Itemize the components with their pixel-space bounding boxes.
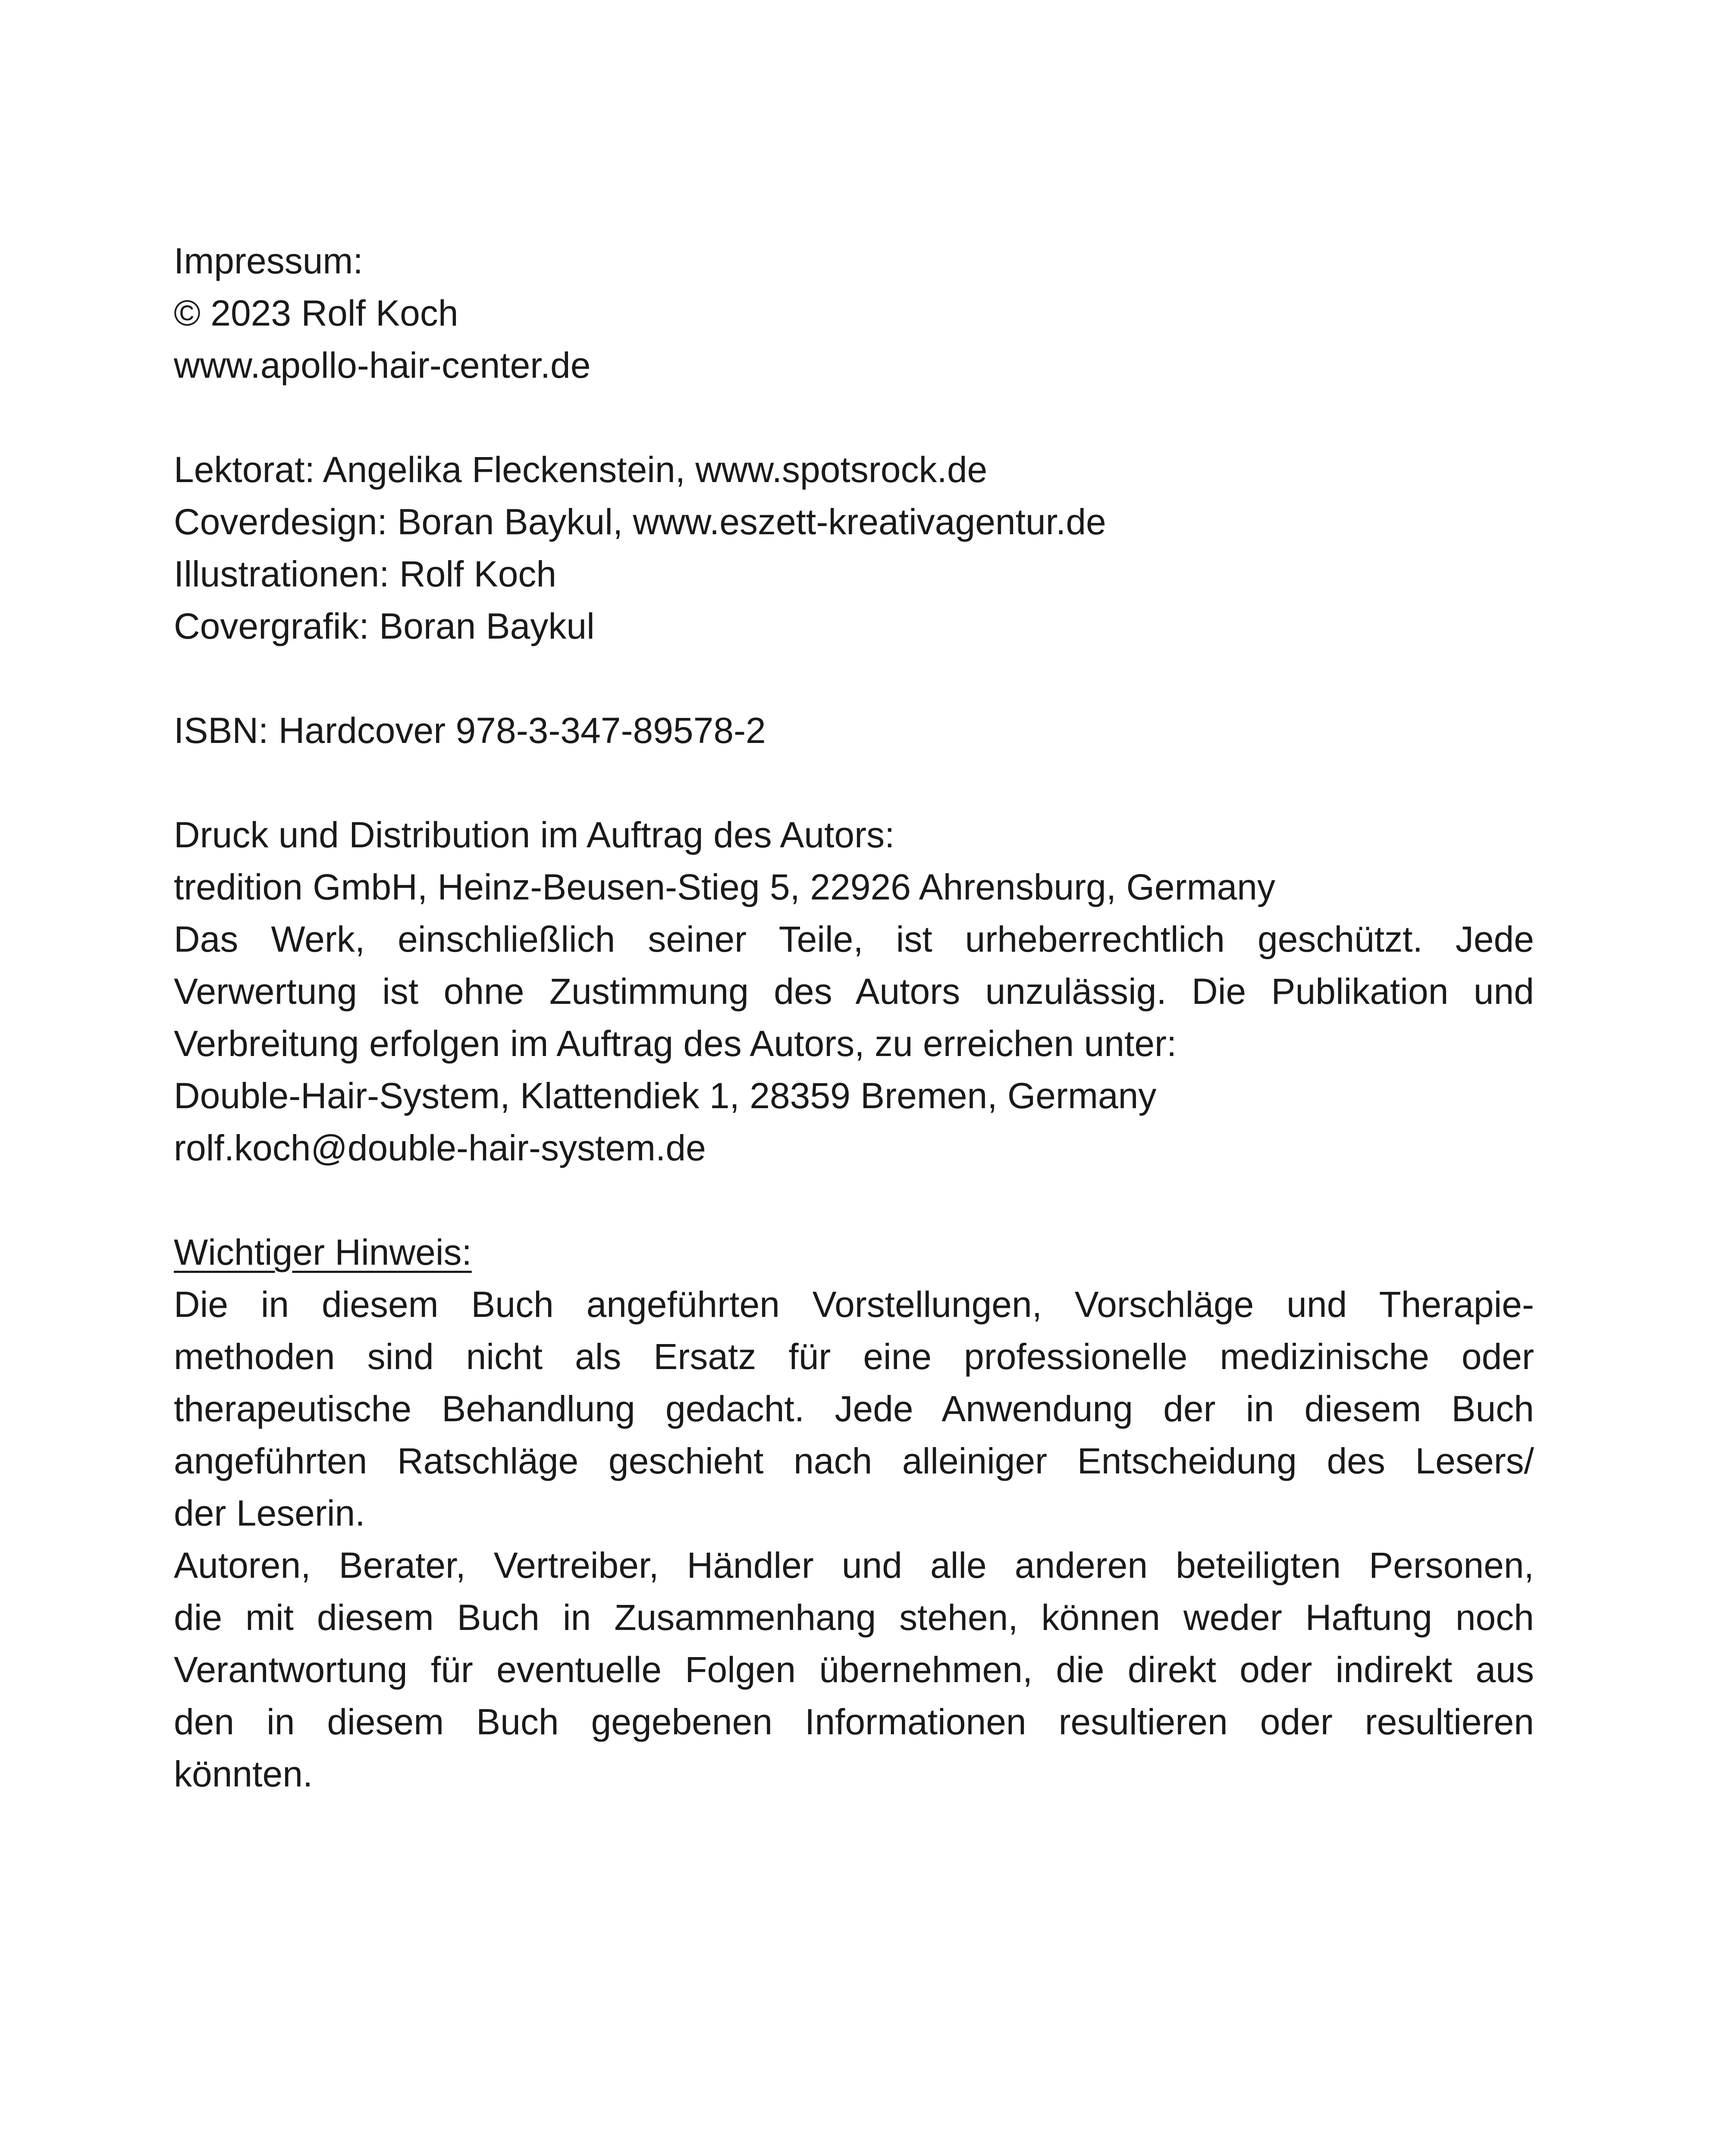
- credits-block: [174, 444, 1534, 652]
- author-email[interactable]: rolf.koch@double-hair-system.de: [174, 1128, 706, 1168]
- illustrationen-line: Illustrationen: Rolf Koch: [174, 554, 557, 594]
- notice-line: die mit diesem Buch in Zusammenhang stehen, können weder Haftung noch: [174, 1597, 1534, 1638]
- distribution-block: [174, 809, 1534, 1174]
- spacer: [174, 1174, 1534, 1226]
- notice-line: angeführten Ratschläge geschieht nach alleiniger Entscheidung des Lesers/: [174, 1441, 1534, 1481]
- notice-line: Autoren, Berater, Vertreiber, Händler und alle anderen beteiligten Personen,: [174, 1545, 1534, 1586]
- copyright-line: © 2023 Rolf Koch: [174, 293, 458, 333]
- spacer: [174, 757, 1534, 809]
- notice-line: den in diesem Buch gegebenen Informationen resultieren oder resultieren: [174, 1702, 1534, 1742]
- author-address: Double-Hair-System, Klattendiek 1, 28359 Bremen, Germany: [174, 1075, 1157, 1116]
- notice-line: Die in diesem Buch angeführten Vorstellungen, Vorschläge und Therapie-: [174, 1284, 1534, 1325]
- notice-line: könnten.: [174, 1754, 313, 1794]
- notice-heading: Wichtiger Hinweis:: [174, 1232, 472, 1272]
- covergrafik-line: Covergrafik: Boran Baykul: [174, 606, 595, 646]
- isbn-line: ISBN: Hardcover 978-3-347-89578-2: [174, 710, 766, 751]
- imprint-heading: Impressum:: [174, 241, 363, 281]
- imprint-page: [174, 235, 1534, 1800]
- notice-line: therapeutische Behandlung gedacht. Jede Anwendung der in diesem Buch: [174, 1388, 1534, 1429]
- notice-line: methoden sind nicht als Ersatz für eine professionelle medizinische oder: [174, 1336, 1534, 1377]
- copyright-text-line: Verbreitung erfolgen im Auftrag des Autors, zu erreichen unter:: [174, 1023, 1177, 1064]
- publisher-address: tredition GmbH, Heinz-Beusen-Stieg 5, 22926 Ahrensburg, Germany: [174, 867, 1276, 907]
- coverdesign-line: Coverdesign: Boran Baykul, www.eszett-kreativagentur.de: [174, 501, 1106, 542]
- notice-line: Verantwortung für eventuelle Folgen übernehmen, die direkt oder indirekt aus: [174, 1649, 1534, 1690]
- notice-block: [174, 1226, 1534, 1800]
- spacer: [174, 392, 1534, 444]
- copyright-text-line: Verwertung ist ohne Zustimmung des Autors unzulässig. Die Publikation und: [174, 971, 1534, 1012]
- imprint-block: [174, 235, 1534, 392]
- website-link[interactable]: www.apollo-hair-center.de: [174, 345, 591, 385]
- lektorat-line: Lektorat: Angelika Fleckenstein, www.spotsrock.de: [174, 449, 988, 490]
- copyright-text-line: Das Werk, einschließlich seiner Teile, ist urheberrechtlich geschützt. Jede: [174, 919, 1534, 959]
- notice-line: der Leserin.: [174, 1493, 365, 1533]
- spacer: [174, 652, 1534, 705]
- distribution-heading: Druck und Distribution im Auftrag des Autors:: [174, 815, 895, 855]
